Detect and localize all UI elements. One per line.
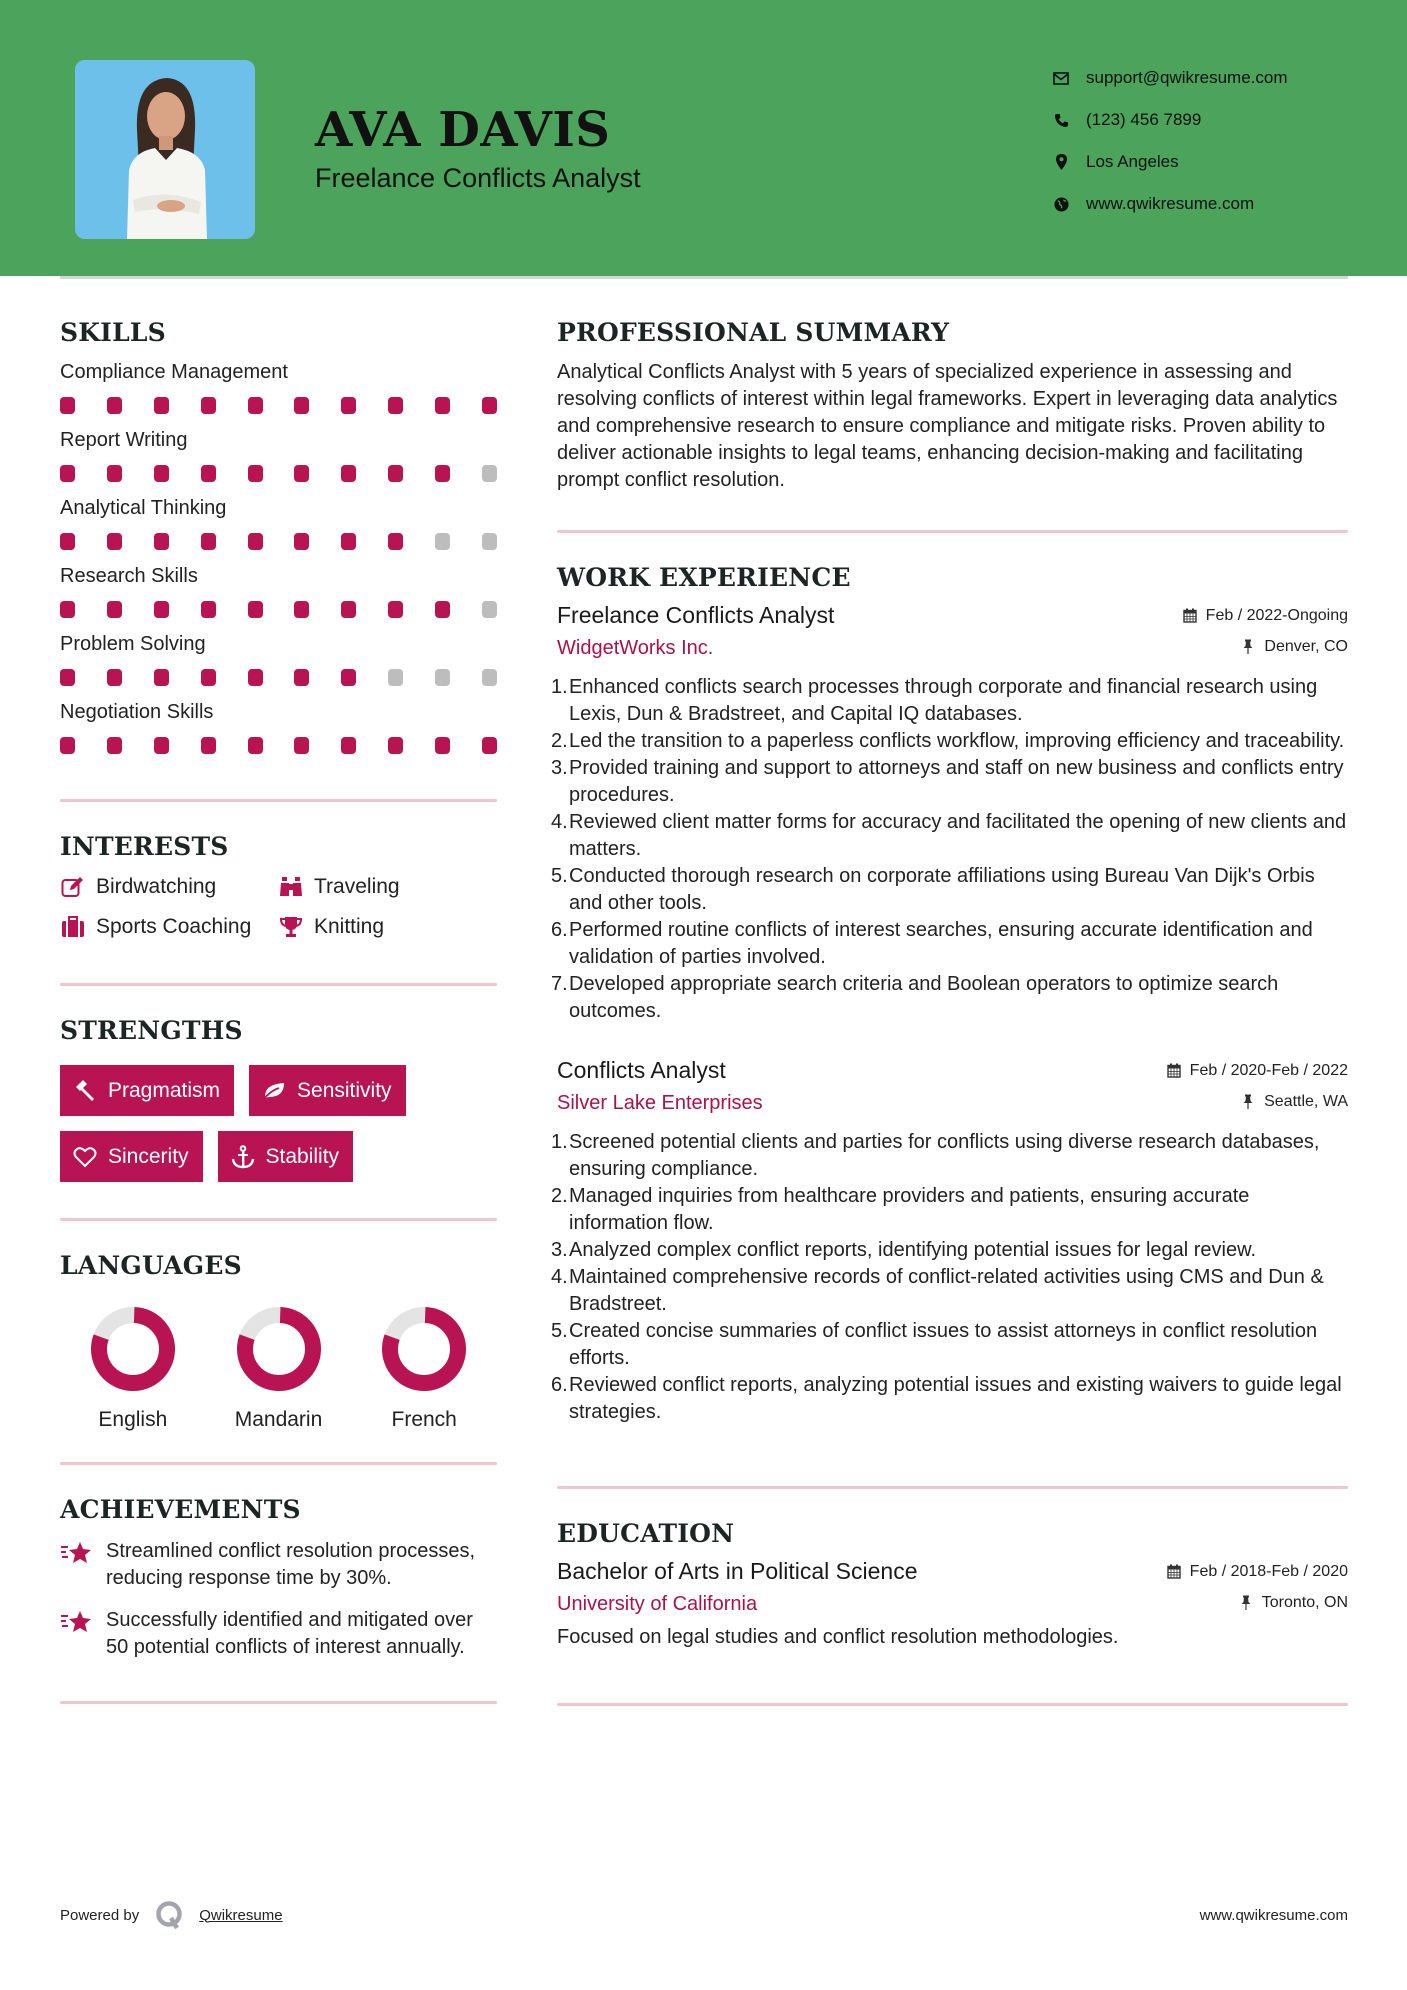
rating-dot-filled	[294, 669, 309, 686]
bullet-text: Reviewed client matter forms for accuracy and facilitated the opening of new clients and matters.	[569, 811, 1347, 860]
education-title: EDUCATION	[557, 1519, 735, 1548]
rating-dot-filled	[388, 397, 403, 414]
bullet-text: Provided training and support to attorneys and staff on new business and conflicts entry procedures.	[569, 757, 1344, 806]
interests-title: INTERESTS	[60, 832, 229, 861]
rating-dot-filled	[60, 669, 75, 686]
bullet-number: 4.	[551, 1266, 568, 1288]
skill-rating	[60, 465, 497, 483]
job-role: Conflicts Analyst	[557, 1057, 726, 1083]
bullet-text: Maintained comprehensive records of conflict-related activities using CMS and Dun & Bradstreet.	[569, 1266, 1324, 1315]
contact-website[interactable]	[1052, 183, 1288, 225]
education-header	[557, 1558, 1348, 1585]
language-donut-chart	[381, 1306, 467, 1392]
interest-item	[60, 875, 278, 899]
skill-rating	[60, 737, 497, 755]
education-description: Focused on legal studies and conflict resolution methodologies.	[557, 1626, 1119, 1648]
rating-dot-filled	[294, 533, 309, 550]
bullet-number: 4.	[551, 811, 568, 833]
strength-label: Stability	[265, 1144, 340, 1168]
education-section	[557, 1519, 1348, 1651]
footer	[60, 1900, 1348, 1930]
achievement-text: Successfully identified and mitigated over 50 potential conflicts of interest annually.	[106, 1609, 473, 1658]
strength-tag	[60, 1131, 203, 1182]
rating-dot-empty	[482, 465, 497, 482]
footer-website[interactable]: www.qwikresume.com	[1199, 1906, 1348, 1924]
job-bullet	[551, 1318, 1348, 1372]
languages-section	[60, 1251, 497, 1432]
rating-dot-filled	[107, 533, 122, 550]
skill-rating	[60, 669, 497, 687]
bullet-text: Managed inquiries from healthcare providers and patients, ensuring accurate information flow.	[569, 1185, 1250, 1234]
trophy-icon	[278, 915, 304, 939]
star-icon	[60, 1609, 94, 1635]
globe-icon	[1052, 195, 1070, 213]
skill-name: Problem Solving	[60, 633, 206, 655]
map-marker-icon	[1052, 153, 1070, 171]
rating-dot-filled	[248, 397, 263, 414]
rating-dot-empty	[482, 533, 497, 550]
skill-rating	[60, 397, 497, 415]
interests-section	[60, 832, 497, 939]
bullet-number: 5.	[551, 865, 568, 887]
language-name: English	[98, 1408, 168, 1431]
edit-icon	[60, 875, 86, 899]
strength-tag	[218, 1131, 354, 1182]
job-bullet	[551, 674, 1348, 728]
job-location: Denver, CO	[1240, 638, 1348, 656]
rating-dot-filled	[60, 601, 75, 618]
rating-dot-empty	[435, 669, 450, 686]
section-divider	[557, 530, 1348, 533]
section-divider	[60, 1701, 497, 1704]
star-icon	[60, 1540, 94, 1566]
job-header	[557, 1057, 1348, 1084]
job-header	[557, 602, 1348, 629]
job-dates: Feb / 2022-Ongoing	[1182, 607, 1348, 625]
section-divider	[557, 1703, 1348, 1706]
job-entry	[551, 602, 1348, 1025]
qwikresume-link[interactable]: Qwikresume	[199, 1906, 283, 1924]
job-bullet	[551, 1129, 1348, 1183]
job-bullets	[551, 674, 1348, 1025]
rating-dot-filled	[341, 601, 356, 618]
rating-dot-filled	[435, 601, 450, 618]
phone-icon	[1052, 111, 1070, 129]
strength-label: Pragmatism	[108, 1078, 221, 1102]
skill-name: Analytical Thinking	[60, 497, 227, 519]
rating-dot-filled	[482, 737, 497, 754]
education-degree: Bachelor of Arts in Political Science	[557, 1558, 918, 1584]
bullet-number: 6.	[551, 919, 568, 941]
rating-dot-filled	[107, 397, 122, 414]
header-divider	[60, 276, 1348, 279]
suitcase-icon	[60, 915, 86, 939]
rating-dot-filled	[60, 465, 75, 482]
profile-photo	[75, 60, 255, 239]
rating-dot-empty	[482, 669, 497, 686]
qwikresume-logo-icon	[155, 1900, 185, 1930]
strength-tag	[249, 1065, 406, 1116]
bullet-text: Screened potential clients and parties for conflicts using diverse research databases, ensuring compliance.	[569, 1131, 1320, 1180]
job-bullet	[551, 809, 1348, 863]
skills-title: SKILLS	[60, 318, 166, 347]
job-bullet	[551, 1237, 1348, 1264]
section-divider	[60, 983, 497, 986]
header-banner	[0, 0, 1407, 276]
interest-item	[278, 915, 478, 939]
strengths-title: STRENGTHS	[60, 1016, 243, 1045]
rating-dot-filled	[248, 601, 263, 618]
rating-dot-filled	[201, 465, 216, 482]
language-donut-chart	[236, 1306, 322, 1392]
bullet-text: Enhanced conflicts search processes through corporate and financial research using Lexis, Dun & Bradstreet, and Capital IQ databases.	[569, 676, 1318, 725]
skill-name: Research Skills	[60, 565, 198, 587]
pushpin-icon	[1240, 639, 1256, 655]
bullet-number: 3.	[551, 1239, 568, 1261]
bullet-text: Performed routine conflicts of interest searches, ensuring accurate identification and validation of parties involved.	[569, 919, 1313, 968]
rating-dot-filled	[388, 737, 403, 754]
language-item	[206, 1306, 352, 1432]
bullet-number: 2.	[551, 730, 568, 752]
powered-by-label: Powered by	[60, 1906, 140, 1924]
job-bullet	[551, 863, 1348, 917]
education-location: Toronto, ON	[1238, 1594, 1348, 1612]
interest-item	[60, 915, 278, 939]
bullet-number: 6.	[551, 1374, 568, 1396]
job-company: Silver Lake Enterprises	[557, 1092, 763, 1114]
section-divider	[60, 799, 497, 802]
left-column	[60, 318, 497, 1704]
rating-dot-filled	[341, 669, 356, 686]
experience-title: WORK EXPERIENCE	[557, 563, 851, 592]
rating-dot-filled	[341, 737, 356, 754]
envelope-icon	[1052, 69, 1070, 87]
job-bullet	[551, 971, 1348, 1025]
rating-dot-filled	[341, 397, 356, 414]
job-bullet	[551, 755, 1348, 809]
rating-dot-filled	[388, 601, 403, 618]
summary-text: Analytical Conflicts Analyst with 5 years of specialized experience in assessing and resolving conflicts of interest within legal frameworks. Expert in leveraging data analytics and comprehensive research to ensure compliance and mitigate risks. Proven ability to deliver actionable insights to legal teams, enhancing decision-making and facilitating prompt conflict resolution.	[557, 361, 1338, 491]
section-divider	[557, 1486, 1348, 1489]
achievement-item	[60, 1538, 497, 1592]
rating-dot-filled	[154, 533, 169, 550]
rating-dot-filled	[341, 533, 356, 550]
strength-tag	[60, 1065, 234, 1116]
skill-name: Negotiation Skills	[60, 701, 214, 723]
rating-dot-filled	[294, 601, 309, 618]
rating-dot-filled	[201, 601, 216, 618]
bullet-number: 2.	[551, 1185, 568, 1207]
rating-dot-filled	[248, 533, 263, 550]
rating-dot-filled	[154, 669, 169, 686]
rating-dot-filled	[107, 465, 122, 482]
contact-email[interactable]	[1052, 57, 1288, 99]
education-subheader	[557, 1593, 1348, 1616]
gavel-icon	[72, 1079, 98, 1103]
rating-dot-filled	[294, 737, 309, 754]
rating-dot-filled	[201, 737, 216, 754]
achievement-item	[60, 1607, 497, 1661]
binoculars-icon	[278, 875, 304, 899]
candidate-title: Freelance Conflicts Analyst	[315, 163, 641, 193]
bullet-number: 1.	[551, 1131, 568, 1153]
language-item	[60, 1306, 206, 1432]
contact-location	[1052, 141, 1288, 183]
bullet-text: Analyzed complex conflict reports, identifying potential issues for legal review.	[569, 1239, 1257, 1261]
bullet-number: 1.	[551, 676, 568, 698]
rating-dot-filled	[60, 397, 75, 414]
rating-dot-filled	[341, 465, 356, 482]
contact-location-text: Los Angeles	[1086, 152, 1179, 171]
rating-dot-empty	[482, 601, 497, 618]
rating-dot-filled	[154, 601, 169, 618]
languages-title: LANGUAGES	[60, 1251, 242, 1280]
rating-dot-empty	[435, 533, 450, 550]
skills-list	[60, 361, 497, 755]
skill-name: Report Writing	[60, 429, 188, 451]
rating-dot-filled	[201, 669, 216, 686]
rating-dot-filled	[107, 601, 122, 618]
rating-dot-filled	[60, 737, 75, 754]
section-divider	[60, 1218, 497, 1221]
bullet-number: 3.	[551, 757, 568, 779]
calendar-icon	[1182, 608, 1198, 624]
rating-dot-filled	[388, 465, 403, 482]
achievements-title: ACHIEVEMENTS	[60, 1495, 301, 1524]
contact-phone-text: (123) 456 7899	[1086, 110, 1202, 129]
interest-label: Traveling	[314, 875, 400, 898]
summary-title: PROFESSIONAL SUMMARY	[557, 318, 950, 347]
job-subheader	[557, 1092, 1348, 1115]
interest-label: Birdwatching	[96, 875, 217, 898]
interests-list	[60, 875, 497, 939]
calendar-icon	[1166, 1564, 1182, 1580]
job-subheader	[557, 637, 1348, 660]
right-column	[551, 318, 1348, 1706]
skills-section	[60, 318, 497, 755]
education-school: University of California	[557, 1593, 758, 1615]
rating-dot-filled	[201, 533, 216, 550]
rating-dot-filled	[248, 465, 263, 482]
bullet-text: Reviewed conflict reports, analyzing potential issues and existing waivers to guide legal strategies.	[569, 1374, 1342, 1423]
bullet-text: Led the transition to a paperless conflicts workflow, improving efficiency and traceability.	[569, 730, 1345, 752]
languages-list	[60, 1306, 497, 1432]
language-donut-chart	[90, 1306, 176, 1392]
rating-dot-filled	[294, 397, 309, 414]
job-entry	[551, 1057, 1348, 1426]
strengths-section	[60, 1016, 497, 1182]
achievements-section	[60, 1495, 497, 1661]
rating-dot-filled	[388, 533, 403, 550]
language-name: Mandarin	[234, 1408, 323, 1431]
powered-by	[60, 1900, 283, 1930]
leaf-icon	[261, 1079, 287, 1103]
calendar-icon	[1166, 1063, 1182, 1079]
skill-name: Compliance Management	[60, 361, 288, 383]
skill-rating	[60, 601, 497, 619]
interest-label: Knitting	[314, 915, 385, 938]
rating-dot-filled	[201, 397, 216, 414]
job-bullet	[551, 1264, 1348, 1318]
interest-label: Sports Coaching	[96, 915, 252, 938]
experience-section	[551, 563, 1348, 1426]
rating-dot-filled	[154, 397, 169, 414]
contact-website-text: www.qwikresume.com	[1086, 194, 1255, 213]
job-dates: Feb / 2020-Feb / 2022	[1166, 1062, 1348, 1080]
rating-dot-empty	[388, 669, 403, 686]
anchor-icon	[230, 1145, 256, 1169]
pushpin-icon	[1240, 1094, 1256, 1110]
language-name: French	[391, 1408, 457, 1431]
person-photo-icon	[75, 60, 255, 239]
contact-phone[interactable]	[1052, 99, 1288, 141]
rating-dot-filled	[482, 397, 497, 414]
strengths-list	[60, 1065, 497, 1182]
bullet-number: 7.	[551, 973, 568, 995]
rating-dot-filled	[435, 397, 450, 414]
job-bullet	[551, 1183, 1348, 1237]
rating-dot-filled	[435, 737, 450, 754]
interest-item	[278, 875, 478, 899]
section-divider	[60, 1462, 497, 1465]
rating-dot-filled	[154, 737, 169, 754]
strength-label: Sensitivity	[297, 1078, 392, 1102]
rating-dot-filled	[294, 465, 309, 482]
heart-icon	[72, 1145, 98, 1169]
job-bullet	[551, 917, 1348, 971]
bullet-text: Developed appropriate search criteria and Boolean operators to optimize search outcomes.	[569, 973, 1279, 1022]
language-item	[351, 1306, 497, 1432]
job-bullet	[551, 728, 1348, 755]
candidate-name: AVA DAVIS	[315, 102, 611, 158]
rating-dot-filled	[107, 737, 122, 754]
contact-list	[1052, 57, 1288, 225]
rating-dot-filled	[248, 737, 263, 754]
job-bullet	[551, 1372, 1348, 1426]
achievement-text: Streamlined conflict resolution processes, reducing response time by 30%.	[106, 1540, 476, 1589]
rating-dot-filled	[107, 669, 122, 686]
job-location: Seattle, WA	[1240, 1093, 1348, 1111]
education-dates: Feb / 2018-Feb / 2020	[1166, 1563, 1348, 1581]
rating-dot-filled	[154, 465, 169, 482]
skill-rating	[60, 533, 497, 551]
rating-dot-filled	[435, 465, 450, 482]
rating-dot-filled	[60, 533, 75, 550]
contact-email-text: support@qwikresume.com	[1086, 68, 1288, 87]
rating-dot-filled	[248, 669, 263, 686]
bullet-number: 5.	[551, 1320, 568, 1342]
job-bullets	[551, 1129, 1348, 1426]
strength-label: Sincerity	[108, 1144, 189, 1168]
pushpin-icon	[1238, 1595, 1254, 1611]
bullet-text: Conducted thorough research on corporate affiliations using Bureau Van Dijk's Orbis and other tools.	[569, 865, 1315, 914]
summary-section	[557, 318, 1348, 494]
bullet-text: Created concise summaries of conflict issues to assist attorneys in conflict resolution efforts.	[569, 1320, 1318, 1369]
job-role: Freelance Conflicts Analyst	[557, 602, 835, 628]
job-company: WidgetWorks Inc.	[557, 637, 714, 659]
